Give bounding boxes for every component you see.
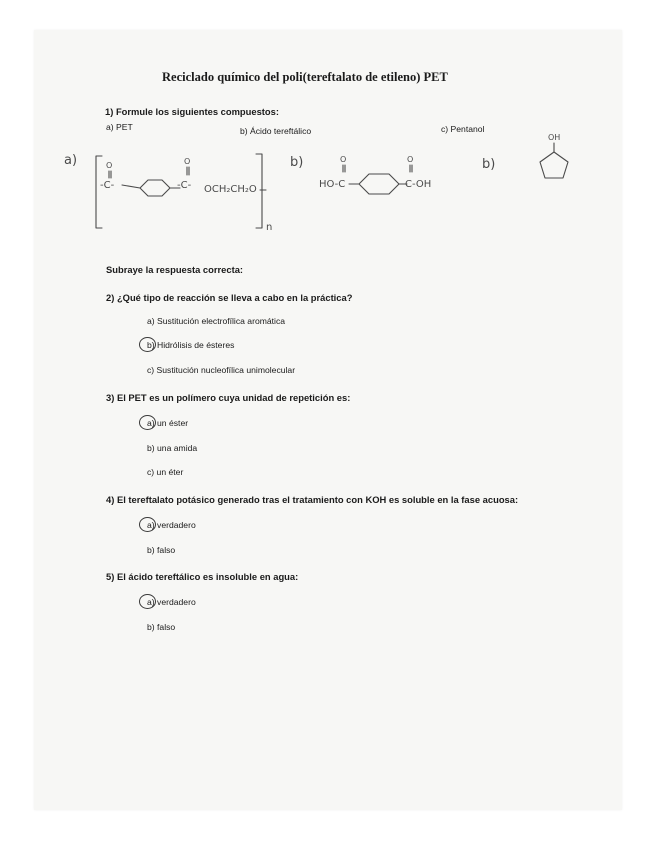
cyclopentane-ring <box>540 152 568 178</box>
acid-carbonyl-o2: O <box>407 155 414 164</box>
question-2: 2) ¿Qué tipo de reacción se lleva a cabo en la práctica? <box>106 292 353 303</box>
pet-carbon-2: -C- <box>177 180 192 191</box>
q2-option-a: a) Sustitución electrofílica aromática <box>147 316 286 326</box>
pet-carbon-1: -C- <box>100 180 115 191</box>
q5-option-b: b) falso <box>147 622 176 632</box>
handwritten-a-mark: a) <box>64 153 78 168</box>
pet-repeat-n: n <box>266 222 273 233</box>
terephthalic-acid-drawing <box>285 150 475 210</box>
q4-option-a: a) verdadero <box>147 520 196 530</box>
q1-label-acid: b) Ácido tereftálico <box>240 126 312 136</box>
question-3: 3) El PET es un polímero cuya unidad de repetición es: <box>106 392 351 403</box>
q3-option-b: b) una amida <box>147 443 198 453</box>
q4-option-b: b) falso <box>147 545 176 555</box>
acid-left-group: HO-C <box>319 179 346 190</box>
pet-carbonyl-o1: O <box>106 161 113 170</box>
q1-label-pet: a) PET <box>106 122 133 132</box>
acid-ring <box>359 174 399 194</box>
question-4: 4) El tereftalato potásico generado tras el tratamiento con KOH es soluble en la fase acuosa: <box>106 494 519 505</box>
question-5: 5) El ácido tereftálico es insoluble en agua: <box>106 571 299 582</box>
benzene-ring <box>140 180 170 196</box>
pentanol-drawing <box>480 128 590 188</box>
document-title: Reciclado químico del poli(tereftalato de etileno) PET <box>162 70 448 84</box>
q3-option-a: a) un éster <box>147 418 189 428</box>
q2-option-c: c) Sustitución nucleofílica unimolecular <box>147 365 296 375</box>
instruction-text: Subraye la respuesta correcta: <box>106 264 244 275</box>
pentanol-oh: OH <box>548 133 561 142</box>
pet-structure-drawing <box>62 148 292 238</box>
handwritten-b-mark-2: b) <box>482 157 496 172</box>
q2-option-b: b) Hidrólisis de ésteres <box>147 340 235 350</box>
q3-option-c: c) un éter <box>147 467 184 477</box>
acid-carbonyl-o1: O <box>340 155 347 164</box>
q5-option-a: a) verdadero <box>147 597 196 607</box>
acid-right-group: C-OH <box>405 179 432 190</box>
pet-carbonyl-o2: O <box>184 157 191 166</box>
question-1: 1) Formule los siguientes compuestos: <box>105 106 279 117</box>
right-bracket <box>256 154 262 228</box>
handwritten-b-mark: b) <box>290 155 304 170</box>
q1-label-pentanol: c) Pentanol <box>441 124 485 134</box>
left-bracket <box>96 156 102 228</box>
pet-ethylene-chain: OCH₂CH₂O <box>204 184 257 195</box>
